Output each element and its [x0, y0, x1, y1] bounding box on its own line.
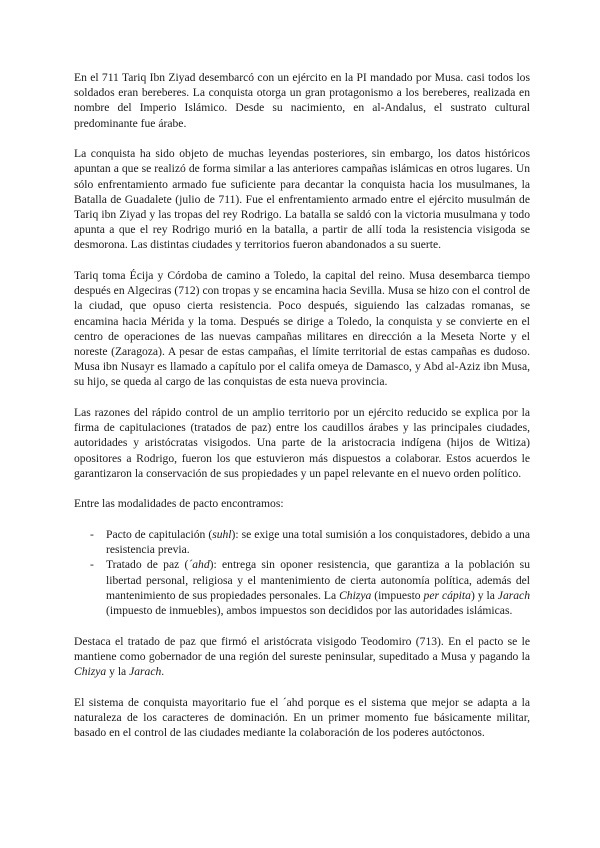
term-suhl: suhl — [212, 528, 232, 542]
paragraph-arrival: En el 711 Tariq Ibn Ziyad desembarcó con un ejército en la PI mandado por Musa. casi todos los soldados eran bereberes. La conquista otorga un gran protagonismo a los bereberes, realizada en nombre del Imperio Islámico. Desde su nacimiento, en al-Andalus, el sustrato cultural predominante fue árabe. — [74, 71, 530, 130]
term-per-capita: per cápita — [423, 588, 471, 602]
pact-list-intro: Entre las modalidades de pacto encontramos: — [74, 497, 284, 511]
term-chizya: Chizya — [339, 588, 372, 602]
term-ahd: ´ahd — [188, 558, 210, 572]
paragraph-conquest-system: El sistema de conquista mayoritario fue el ´ahd porque es el sistema que mejor se adapta a la naturaleza de los caracteres de dominación. En un primer momento fue básicamente militar, basado en el control de las ciudades mediante la colaboración de los poderes autóctonos. — [74, 695, 530, 740]
paragraph-guadalete: La conquista ha sido objeto de muchas leyendas posteriores, sin embargo, los datos históricos apuntan a que se realizó de forma similar a las anteriores campañas islámicas en otros lugares. Un sólo enfrentamiento armado fue suficiente para decantar la conquista hacia los musulmanes, la Batalla de Guadalete (julio de 711). Fue el enfrentamiento armado entre el ejército musulmán de Tariq ibn Ziyad y las tropas del rey Rodrigo. La batalla se saldó con la victoria musulmana y todo apunta a que el rey Rodrigo murió en la batalla, a partir de allí toda la resistencia visigoda se desmorona. Las distintas ciudades y territorios fueron abandonados a su suerte. — [74, 147, 530, 252]
list-item-suhl: - Pacto de capitulación (suhl): se exige una total sumisión a los conquistadores, debido a una resistencia previa. — [90, 528, 530, 557]
term-chizya: Chizya — [74, 665, 107, 679]
term-jarach: Jarach — [497, 588, 530, 602]
paragraph-campaigns: Tariq toma Écija y Córdoba de camino a Toledo, la capital del reino. Musa desembarca tiempo después en Algeciras (712) con tropas y se encamina hacia Sevilla. Musa se hizo con el control de la ciudad, que opuso cierta resistencia. Poco después, siguiendo las calzadas romanas, se encamina hacia Mérida y la toma. Después se dirige a Toledo, la conquista y se convierte en el centro de operaciones de las nuevas campañas militares en dirección a la Meseta Norte y el noreste (Zaragoza). A pesar de estas campañas, el límite territorial de estas campañas es dudoso. Musa ibn Nusayr es llamado a capítulo por el califa omeya de Damasco, y Abd al-Aziz ibn Musa, su hijo, se queda al cargo de las conquistas de esta nueva provincia. — [74, 269, 530, 389]
document-page — [74, 70, 530, 756]
paragraph-capitulations: Las razones del rápido control de un amplio territorio por un ejército reducido se explica por la firma de capitulaciones (tratados de paz) entre los caudillos árabes y las principales ciudades, autoridades y aristócratas visigodos. Una parte de la aristocracia indígena (hijos de Witiza) opositores a Rodrigo, fueron los que estuvieron más dispuestos a colaborar. Estos acuerdos le garantizaron la conservación de sus propiedades y un papel relevante en el nuevo orden político. — [74, 406, 530, 480]
term-jarach: Jarach — [129, 665, 162, 679]
list-item-ahd: - Tratado de paz (´ahd): entrega sin oponer resistencia, que garantiza a la población su libertad personal, religiosa y el mantenimiento de cierta autonomía política, además del mantenimiento de sus propiedades personales. La Chizya (impuesto per cápita) y la Jarach (impuesto de inmuebles), ambos impuestos son decididos por las autoridades islámicas. — [90, 558, 530, 618]
list-dash: - — [90, 528, 94, 542]
list-dash: - — [90, 558, 94, 572]
pact-list — [74, 527, 530, 618]
paragraph-teodomiro: Destaca el tratado de paz que firmó el aristócrata visigodo Teodomiro (713). En el pacto se le mantiene como gobernador de una región del sureste peninsular, supeditado a Musa y pagando la Chizya y la Jarach. — [74, 634, 530, 679]
